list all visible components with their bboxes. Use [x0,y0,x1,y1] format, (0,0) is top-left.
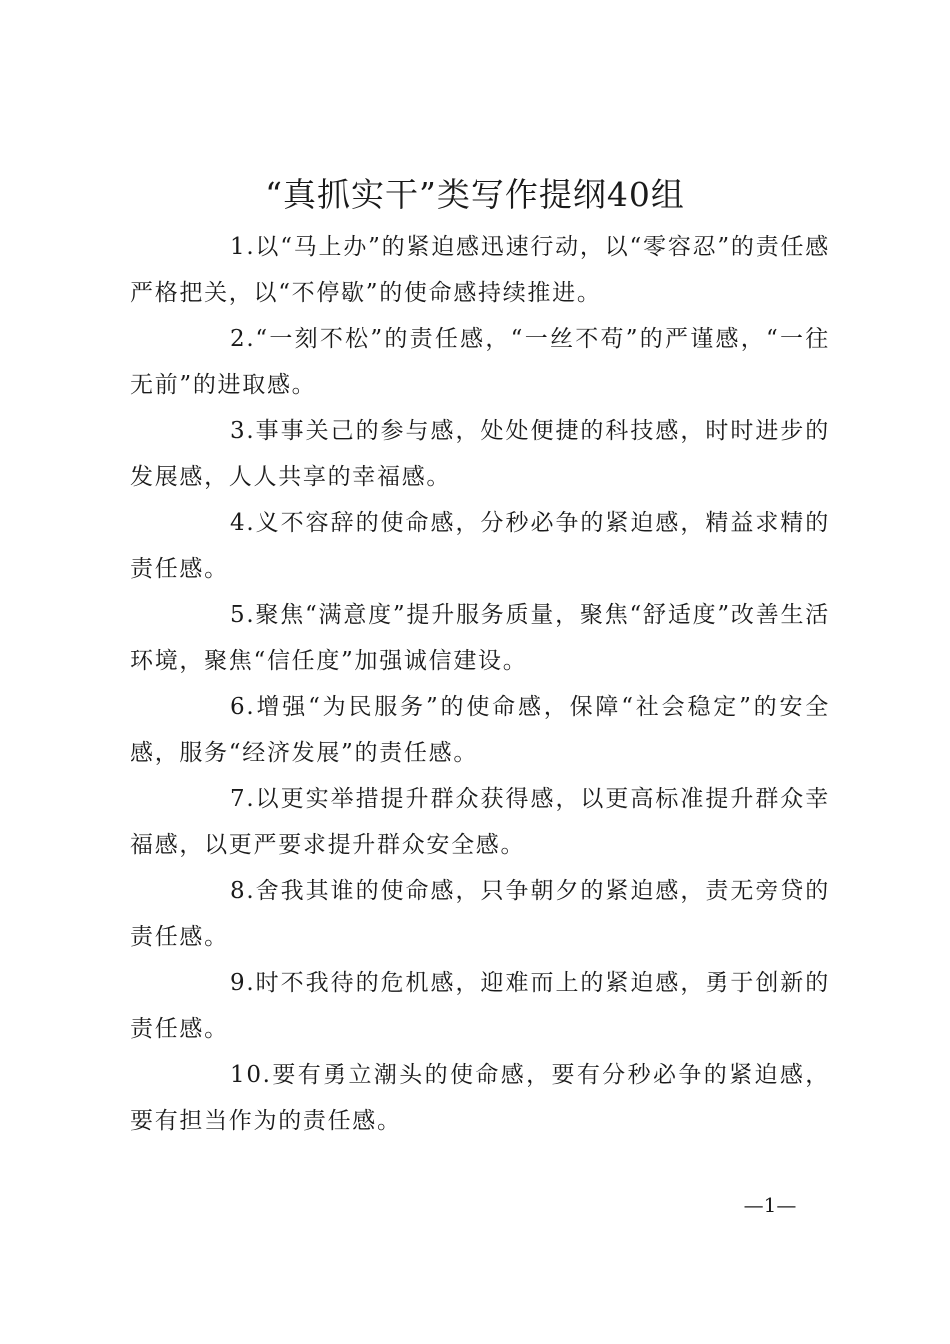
outline-item: 8.舍我其谁的使命感，只争朝夕的紧迫感，责无旁贷的责任感。 [130,878,830,950]
page-number: —1— [743,1193,797,1217]
outline-item: 7.以更实举措提升群众获得感，以更高标准提升群众幸福感，以更严要求提升群众安全感。 [130,786,830,858]
document-title: “真抓实干”类写作提纲40组 [265,175,685,214]
outline-item: 9.时不我待的危机感，迎难而上的紧迫感，勇于创新的责任感。 [130,970,830,1042]
outline-item: 3.事事关己的参与感，处处便捷的科技感，时时进步的发展感，人人共享的幸福感。 [130,418,830,490]
outline-item: 1.以“马上办”的紧迫感迅速行动，以“零容忍”的责任感严格把关，以“不停歇”的使命感持续推进。 [130,234,830,306]
outline-item: 6.增强“为民服务”的使命感，保障“社会稳定”的安全感，服务“经济发展”的责任感。 [130,694,830,766]
outline-item: 2.“一刻不松”的责任感，“一丝不苟”的严谨感，“一往无前”的进取感。 [130,326,830,398]
outline-item: 10.要有勇立潮头的使命感，要有分秒必争的紧迫感，要有担当作为的责任感。 [130,1062,830,1134]
outline-item: 5.聚焦“满意度”提升服务质量，聚焦“舒适度”改善生活环境，聚焦“信任度”加强诚信建设。 [130,602,830,674]
outline-item: 4.义不容辞的使命感，分秒必争的紧迫感，精益求精的责任感。 [130,510,830,582]
outline-list [130,224,830,1144]
